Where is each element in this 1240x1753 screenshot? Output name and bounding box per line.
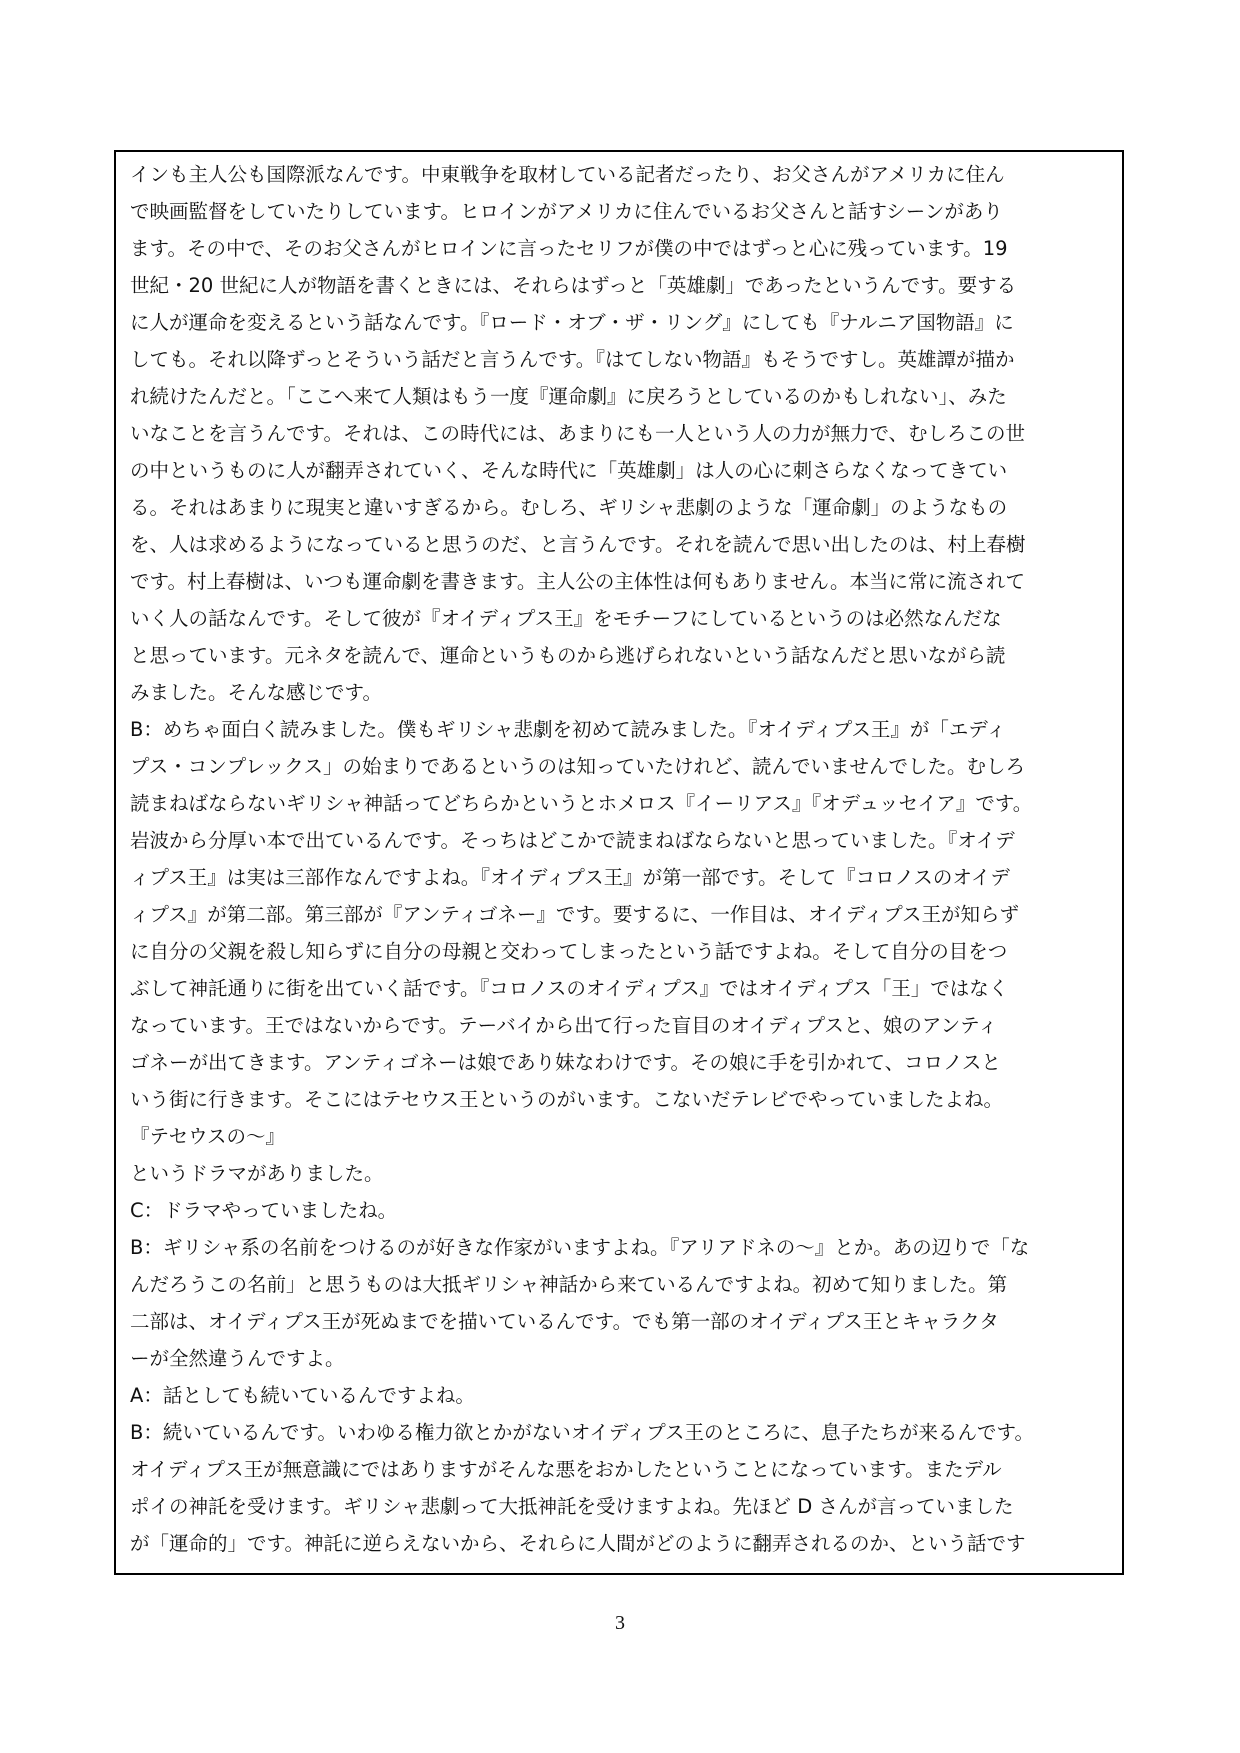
text-line: で映画監督をしていたりしています。ヒロインがアメリカに住んでいるお父さんと話すシーンがあり: [130, 200, 1003, 223]
text-line: ィプス』が第二部。第三部が『アンティゴネー』です。要するに、一作目は、オイディプス王が知らず: [130, 903, 1020, 926]
text-line: に人が運命を変えるという話なんです。『ロード・オブ・ザ・リング』にしても『ナルニア国物語』に: [130, 311, 1014, 334]
text-line: なっています。王ではないからです。テーバイから出て行った盲目のオイディプスと、娘のアンティ: [130, 1014, 998, 1037]
text-line: いう街に行きます。そこにはテセウス王というのがいます。こないだテレビでやっていましたよね。: [130, 1088, 1004, 1111]
text-line: 二部は、オイディプス王が死ぬまでを描いているんです。でも第一部のオイディプス王とキャラクタ: [130, 1310, 999, 1333]
text-line: ポイの神託を受けます。ギリシャ悲劇って大抵神託を受けますよね。先ほど D さんが言っていました: [130, 1495, 1014, 1518]
text-line: ーが全然違うんですよ。: [130, 1347, 345, 1370]
text-line: 『テセウスの～』: [130, 1125, 286, 1148]
page-number: 3: [615, 1612, 625, 1634]
text-line: に自分の父親を殺し知らずに自分の母親と交わってしまったという話ですよね。そして自分の目をつ: [130, 940, 1008, 963]
text-line: る。それはあまりに現実と違いすぎるから。むしろ、ギリシャ悲劇のような「運命劇」のようなもの: [130, 496, 1008, 519]
text-line: 岩波から分厚い本で出ているんです。そっちはどこかで読まねばならないと思っていました。『オイデ: [130, 829, 1015, 852]
text-line: 読まねばならないギリシャ神話ってどちらかというとホメロス『イーリアス』『オデュッセイア』です。: [130, 792, 1033, 815]
transcript-text-box: [114, 150, 1124, 1575]
text-line: A：話としても続いているんですよね。: [130, 1384, 475, 1407]
text-line: ィプス王』は実は三部作なんですよね。『オイディプス王』が第一部です。そして『コロノスのオイデ: [130, 866, 1010, 889]
text-line: いく人の話なんです。そして彼が『オイディプス王』をモチーフにしているというのは必然なんだな: [130, 607, 1002, 630]
text-line: いなことを言うんです。それは、この時代には、あまりにも一人という人の力が無力で、むしろこの世: [130, 422, 1026, 445]
text-line: プス・コンプレックス」の始まりであるというのは知っていたけれど、読んでいませんでした。むしろ: [130, 755, 1026, 778]
text-line: B：続いているんです。いわゆる権力欲とかがないオイディプス王のところに、息子たちが来るんです。: [130, 1421, 1034, 1444]
text-line: 世紀・20 世紀に人が物語を書くときには、それらはずっと「英雄劇」であったというんです。要する: [130, 274, 1017, 297]
text-line: インも主人公も国際派なんです。中東戦争を取材している記者だったり、お父さんがアメリカに住ん: [130, 163, 1005, 186]
text-line: というドラマがありました。: [130, 1162, 384, 1185]
text-line: しても。それ以降ずっとそういう話だと言うんです。『はてしない物語』もそうですし。英雄譚が描か: [130, 348, 1015, 371]
text-line: B：めちゃ面白く読みました。僕もギリシャ悲劇を初めて読みました。『オイディプス王』が「エディ: [130, 718, 1006, 741]
text-line: と思っています。元ネタを読んで、運命というものから逃げられないという話なんだと思いながら読: [130, 644, 1006, 667]
text-line: ぶして神託通りに街を出ていく話です。『コロノスのオイディプス』ではオイディプス「王」ではなく: [130, 977, 1009, 1000]
text-line: を、人は求めるようになっていると思うのだ、と言うんです。それを読んで思い出したのは、村上春樹: [130, 533, 1026, 556]
text-line: B：ギリシャ系の名前をつけるのが好きな作家がいますよね。『アリアドネの～』とか。あの辺りで「な: [130, 1236, 1030, 1259]
text-line: みました。そんな感じです。: [130, 681, 382, 704]
text-line: が「運命的」です。神託に逆らえないから、それらに人間がどのように翻弄されるのか、という話です: [130, 1532, 1026, 1555]
text-line: オイディプス王が無意識にではありますがそんな悪をおかしたということになっています。またデル: [130, 1458, 1002, 1481]
text-line: です。村上春樹は、いつも運命劇を書きます。主人公の主体性は何もありません。本当に常に流されて: [130, 570, 1026, 593]
text-line: んだろうこの名前」と思うものは大抵ギリシャ神話から来ているんですよね。初めて知りました。第: [130, 1273, 1008, 1296]
text-line: ます。その中で、そのお父さんがヒロインに言ったセリフが僕の中ではずっと心に残っています。19: [130, 237, 1008, 260]
text-line: C：ドラマやっていましたね。: [130, 1199, 398, 1222]
text-line: ゴネーが出てきます。アンティゴネーは娘であり妹なわけです。その娘に手を引かれて、コロノスと: [130, 1051, 1001, 1074]
text-line: の中というものに人が翻弄されていく、そんな時代に「英雄劇」は人の心に刺さらなくなってきてい: [130, 459, 1008, 482]
text-line: れ続けたんだと。「ここへ来て人類はもう一度『運命劇』に戻ろうとしているのかもしれない」、みた: [130, 385, 1007, 408]
